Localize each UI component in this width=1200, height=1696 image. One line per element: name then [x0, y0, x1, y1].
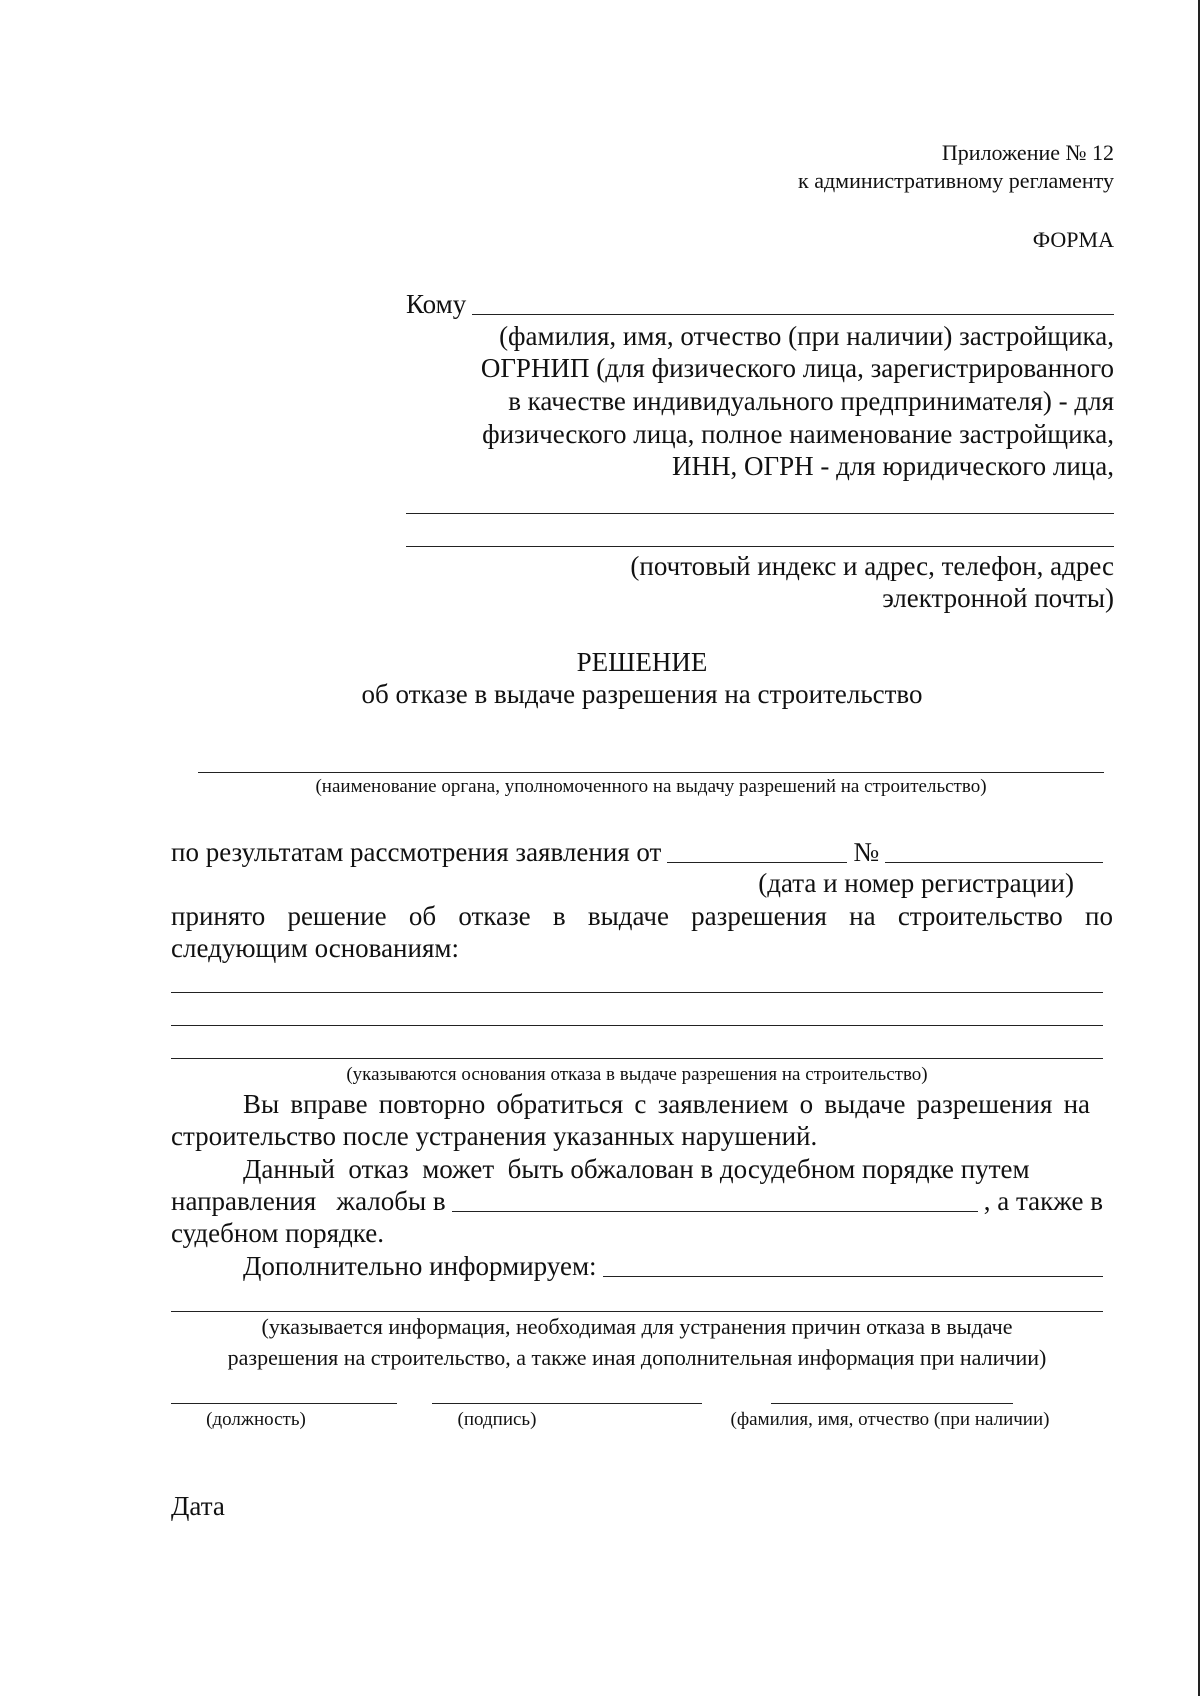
additional-info-line-2[interactable]: [171, 1311, 1103, 1312]
grounds-line-1[interactable]: [171, 992, 1103, 993]
appeal-row: [171, 1185, 1103, 1217]
application-date-field[interactable]: [667, 840, 847, 863]
address-note-line-1: (почтовый индекс и адрес, телефон, адрес: [630, 551, 1114, 581]
appeal-line-3: судебном порядке.: [171, 1218, 384, 1248]
application-number-field[interactable]: [885, 840, 1103, 863]
document-subtitle: об отказе в выдаче разрешения на строительство: [361, 679, 923, 709]
appeal-line-2-start: направления жалобы в: [171, 1186, 446, 1216]
reapply-line-2: строительство после устранения указанных нарушений.: [171, 1121, 818, 1151]
document-title: РЕШЕНИЕ: [576, 647, 708, 677]
grounds-line-2[interactable]: [171, 1025, 1103, 1026]
recipient-address-line-2[interactable]: [406, 546, 1114, 547]
name-line[interactable]: [771, 1403, 1013, 1404]
recipient-address-line-1[interactable]: [406, 513, 1114, 514]
recipient-note-line-2: ОГРНИП (для физического лица, зарегистрированного: [480, 353, 1114, 383]
decision-line-1: принято решение об отказе в выдаче разрешения на строительство по: [171, 901, 1113, 931]
recipient-to-row: [406, 288, 1114, 320]
additional-label: Дополнительно информируем:: [243, 1251, 597, 1281]
recipient-name-field[interactable]: [472, 292, 1114, 315]
date-label: Дата: [171, 1491, 225, 1521]
appeal-line-1: Данный отказ может быть обжалован в досудебном порядке путем: [243, 1154, 1030, 1184]
authority-name-line[interactable]: [198, 772, 1104, 773]
signature-label: (подпись): [457, 1409, 537, 1430]
position-label: (должность): [206, 1409, 306, 1430]
position-line[interactable]: [171, 1403, 397, 1404]
grounds-note: (указываются основания отказа в выдаче разрешения на строительство): [346, 1064, 928, 1085]
additional-row: [243, 1250, 1103, 1282]
application-text: по результатам рассмотрения заявления от: [171, 837, 662, 867]
recipient-note-line-4: физического лица, полное наименование застройщика,: [482, 419, 1114, 449]
number-sign: №: [853, 837, 880, 867]
appeal-authority-field[interactable]: [452, 1189, 978, 1212]
name-label: (фамилия, имя, отчество (при наличии): [730, 1409, 1050, 1430]
form-label: ФОРМА: [1032, 227, 1114, 252]
additional-note-line-1: (указывается информация, необходимая для устранения причин отказа в выдаче: [261, 1314, 1013, 1339]
grounds-line-3[interactable]: [171, 1058, 1103, 1059]
signature-line[interactable]: [432, 1403, 702, 1404]
address-note-line-2: электронной почты): [882, 583, 1114, 613]
additional-info-field[interactable]: [603, 1254, 1103, 1277]
additional-note-line-2: разрешения на строительство, а также иная дополнительная информация при наличии): [227, 1345, 1047, 1370]
appendix-label: Приложение № 12: [941, 140, 1114, 165]
recipient-note-line-1: (фамилия, имя, отчество (при наличии) застройщика,: [499, 321, 1114, 351]
recipient-note-line-3: в качестве индивидуального предпринимателя) - для: [508, 386, 1114, 416]
regulation-label: к административному регламенту: [798, 168, 1114, 193]
reapply-line-1: Вы вправе повторно обратиться с заявлением о выдаче разрешения на: [243, 1089, 1090, 1119]
recipient-note-line-5: ИНН, ОГРН - для юридического лица,: [671, 451, 1114, 481]
appeal-line-2-end: , а также в: [983, 1186, 1103, 1216]
recipient-to-label: Кому: [406, 289, 467, 319]
application-note: (дата и номер регистрации): [758, 868, 1074, 898]
application-row: [171, 836, 1103, 868]
decision-line-2: следующим основаниям:: [171, 933, 459, 963]
authority-note: (наименование органа, уполномоченного на выдачу разрешений на строительство): [315, 776, 987, 797]
